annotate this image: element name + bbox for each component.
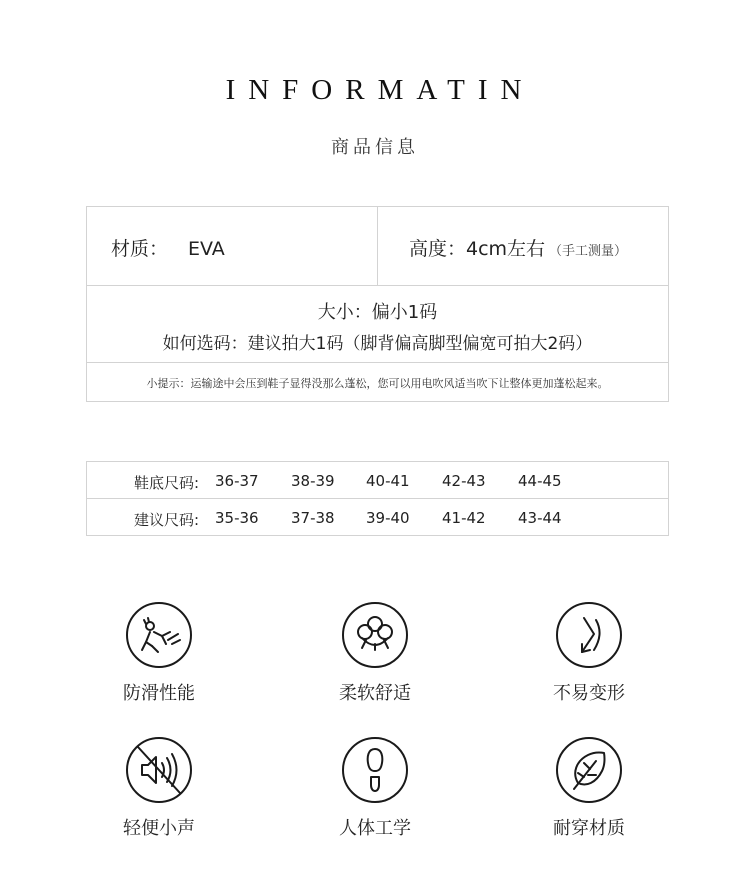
anti-slip-icon [126,602,192,668]
row-label: 建议尺码: [134,511,200,529]
feature-quiet [79,737,239,840]
table-row [87,499,668,535]
height-label: 高度：4cm左右 [409,238,546,260]
feature-label: 柔软舒适 [339,683,411,704]
table-cell: 35-36 [215,509,259,527]
table-cell: 43-44 [518,509,562,527]
choose-size-text: 如何选码：建议拍大1码（脚背偏高脚型偏宽可拍大2码） [162,334,593,354]
product-info-table [86,206,669,402]
table-cell: 44-45 [518,472,562,490]
row-label: 鞋底尺码: [134,474,200,492]
table-cell: 42-43 [442,472,486,490]
no-deform-icon [556,602,622,668]
info-row-tip [87,363,668,401]
feature-label: 防滑性能 [123,683,195,704]
cotton-soft-icon [342,602,408,668]
page-subtitle: 商品信息 [331,137,419,158]
size-chart-table [86,461,669,536]
tip-text: 小提示：运输途中会压到鞋子显得没那么蓬松，您可以用电吹风适当吹下让整体更加蓬松起来。 [146,377,609,390]
table-cell: 39-40 [366,509,410,527]
material-label: 材质： [111,238,169,260]
table-cell: 40-41 [366,472,410,490]
leaf-durable-icon [556,737,622,803]
table-row [87,462,668,499]
table-cell: 38-39 [291,472,335,490]
feature-anti-slip [79,602,239,705]
feature-no-deform [509,602,669,705]
feature-label: 耐穿材质 [553,818,625,839]
page-title: INFORMATIN [225,74,535,106]
feature-ergonomics [295,737,455,840]
height-cell [378,207,668,285]
table-cell: 36-37 [215,472,259,490]
material-value: EVA [188,238,225,260]
size-text: 大小：偏小1码 [317,302,438,323]
material-cell [87,207,378,285]
feature-label: 轻便小声 [123,818,195,839]
feature-label: 人体工学 [339,818,411,839]
quiet-mute-icon [126,737,192,803]
feature-durable [509,737,669,840]
height-note: （手工测量） [549,244,628,259]
feature-label: 不易变形 [553,683,625,704]
info-row-material-height [87,207,668,286]
info-row-size [87,286,668,363]
feature-soft [295,602,455,705]
table-cell: 41-42 [442,509,486,527]
footprint-icon [342,737,408,803]
table-cell: 37-38 [291,509,335,527]
